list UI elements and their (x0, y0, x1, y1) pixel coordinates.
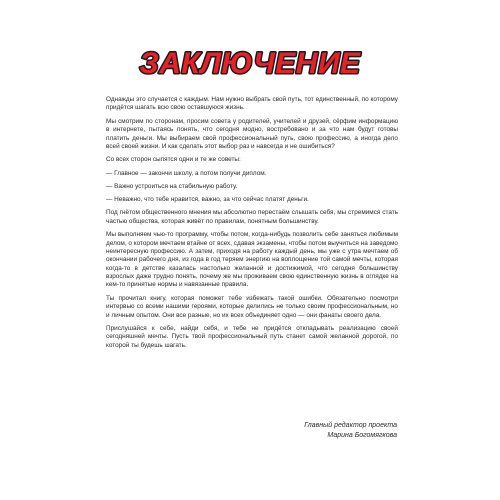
paragraph-advice-intro: Со всех сторон сыпятся одни и те же советы: (106, 156, 241, 164)
body-text (106, 96, 398, 355)
advice-item-job: — Важно устроиться на стабильную работу. (106, 182, 238, 190)
paragraph-intro: Однажды это случается с каждым. Нам нужно выбрать свой путь, тот единственный, по которому придётся шагать всю свою оставшуюся жизнь. (106, 96, 398, 112)
editor-signature (177, 421, 397, 440)
editor-role: Главный редактор проекта (304, 422, 397, 429)
advice-item-money: — Неважно, что тебе нравится, важно, за что сейчас платят деньги. (106, 195, 309, 203)
editor-name: Марина Богомягкова (327, 431, 397, 439)
chapter-title-text: ЗАКЛЮЧЕНИЕ (139, 47, 361, 80)
chapter-title (0, 44, 500, 80)
chapter-title-graphic (135, 44, 365, 80)
paragraph-public-opinion: Под гнётом общественного мнения мы абсолютно перестаём слышать себя, мы стремимся стать частью общества, которая живёт по правилам, понятным большинству. (106, 209, 398, 225)
advice-item-school: — Главное — закончи школу, а потом получи диплом. (106, 169, 267, 177)
paragraph-search: Мы смотрим по сторонам, просим совета у родителей, учителей и друзей, сёрфим информацию в интернете, пытаясь понять, что сегодня модно, востребовано и за что нам будут готовы платить деньги. Мы выбираем свой профессиональный путь, свою профессию, а иногда дело всей своей жизни. И как сделать этот выбор раз и навсегда и не ошибиться? (106, 117, 398, 150)
paragraph-book: Ты прочитал книгу, которая поможет тебе избежать такой ошибки. Обязательно посмотри интервью со всеми нашими героями, которые делились не только своим профессиональным, но и личным опытом. Они все разные, но их всех объединяет одно — они фанаты своего дела. (106, 294, 398, 319)
paragraph-closing: Прислушайся к себе, найди себя, и тебе не придётся откладывать реализацию своей сегодняшней мечты. Пусть твой профессиональный путь станет самой желанной дорогой, по которой ты будешь шагать. (106, 325, 398, 349)
paragraph-program: Мы выполняем чью-то программу, чтобы потом, когда-нибудь позволить себе заняться любимым делом, о котором мечтаем втайне от всех, сдавая экзамены, чтобы потом выучиться на заведомо неинтересную профессию. А затем, приходя на работу каждый день, мы уже с утра мечтаем об окончании рабочего дня, из года в год теряем энергию на воплощение той самой мечты, которая когда-то в детстве казалась настолько желанной и достижимой, что сегодня большинству взрослых даже трудно понять, почему же мы проживаем свою единственную жизнь в оглядке на кем-то принятые нормы и навязанные правила. (106, 231, 398, 289)
